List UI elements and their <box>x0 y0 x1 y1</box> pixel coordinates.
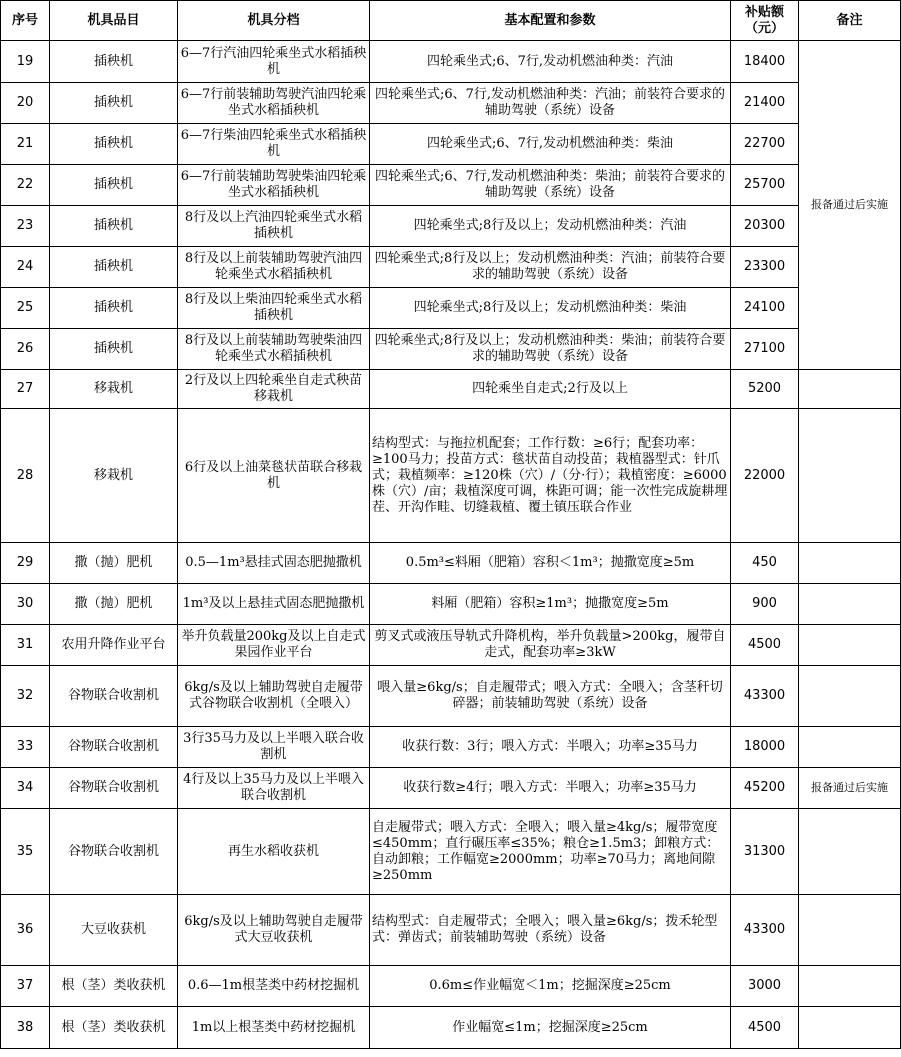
row-params: 0.6m≤作业幅宽＜1m；挖掘深度≥25cm <box>370 966 731 1007</box>
table-row <box>1 288 901 329</box>
row-params: 喂入量≥6kg/s；自走履带式；喂入方式：全喂入；含茎秆切碎器；前装辅助驾驶（系统）设备 <box>370 666 731 727</box>
row-class: 8行及以上前装辅助驾驶柴油四轮乘坐式水稻插秧机 <box>178 329 370 370</box>
row-number: 36 <box>1 895 50 966</box>
header-params: 基本配置和参数 <box>370 1 731 41</box>
row-subsidy: 22000 <box>731 409 799 543</box>
row-number: 32 <box>1 666 50 727</box>
table-row <box>1 409 901 543</box>
header-no: 序号 <box>1 1 50 41</box>
row-params: 自走履带式；喂入方式：全喂入；喂入量≥4kg/s；履带宽度≤450mm；直行碾压率≤35%；粮仓≥1.5m3；卸粮方式：自动卸粮；工作幅宽≥2000mm；功率≥70马力；离地间隙≥250mm <box>370 809 731 895</box>
row-class: 6—7行柴油四轮乘坐式水稻插秧机 <box>178 124 370 165</box>
row-params: 四轮乘坐式;8行及以上；发动机燃油种类：柴油；前装符合要求的辅助驾驶（系统）设备 <box>370 329 731 370</box>
row-number: 37 <box>1 966 50 1007</box>
row-category: 撒（抛）肥机 <box>50 543 178 584</box>
row-class: 8行及以上前装辅助驾驶汽油四轮乘坐式水稻插秧机 <box>178 247 370 288</box>
table-row <box>1 370 901 409</box>
row-subsidy: 3000 <box>731 966 799 1007</box>
row-category: 插秧机 <box>50 83 178 124</box>
row-subsidy: 27100 <box>731 329 799 370</box>
row-class: 6kg/s及以上辅助驾驶自走履带式谷物联合收割机（全喂入） <box>178 666 370 727</box>
row-params: 四轮乘坐式;6、7行,发动机燃油种类：柴油 <box>370 124 731 165</box>
row-number: 28 <box>1 409 50 543</box>
remark-cell <box>799 625 901 666</box>
row-class: 6—7行前装辅助驾驶汽油四轮乘坐式水稻插秧机 <box>178 83 370 124</box>
table-row <box>1 895 901 966</box>
row-category: 移栽机 <box>50 409 178 543</box>
row-class: 举升负载量200kg及以上自走式果园作业平台 <box>178 625 370 666</box>
row-subsidy: 4500 <box>731 625 799 666</box>
row-class: 0.6—1m根茎类中药材挖掘机 <box>178 966 370 1007</box>
row-subsidy: 23300 <box>731 247 799 288</box>
row-category: 农用升降作业平台 <box>50 625 178 666</box>
row-category: 撒（抛）肥机 <box>50 584 178 625</box>
row-subsidy: 43300 <box>731 895 799 966</box>
row-category: 插秧机 <box>50 124 178 165</box>
row-subsidy: 18000 <box>731 727 799 768</box>
row-subsidy: 18400 <box>731 41 799 83</box>
row-class: 3行35马力及以上半喂入联合收割机 <box>178 727 370 768</box>
row-class: 再生水稻收获机 <box>178 809 370 895</box>
remark-cell <box>799 1007 901 1049</box>
row-class: 1m³及以上悬挂式固态肥抛撒机 <box>178 584 370 625</box>
row-category: 谷物联合收割机 <box>50 768 178 809</box>
row-category: 根（茎）类收获机 <box>50 1007 178 1049</box>
remark-cell <box>799 895 901 966</box>
row-class: 6kg/s及以上辅助驾驶自走履带式大豆收获机 <box>178 895 370 966</box>
row-category: 插秧机 <box>50 165 178 206</box>
row-number: 34 <box>1 768 50 809</box>
row-number: 20 <box>1 83 50 124</box>
row-params: 收获行数≥4行；喂入方式：半喂入；功率≥35马力 <box>370 768 731 809</box>
table-row <box>1 206 901 247</box>
row-subsidy: 31300 <box>731 809 799 895</box>
row-number: 29 <box>1 543 50 584</box>
row-params: 剪叉式或液压导轨式升降机构，举升负载量>200kg，履带自走式，配套功率≥3kW <box>370 625 731 666</box>
header-class: 机具分档 <box>178 1 370 41</box>
table-row <box>1 768 901 809</box>
row-subsidy: 45200 <box>731 768 799 809</box>
table-row <box>1 83 901 124</box>
row-params: 0.5m³≤料厢（肥箱）容积＜1m³；抛撒宽度≥5m <box>370 543 731 584</box>
row-category: 插秧机 <box>50 288 178 329</box>
row-params: 料厢（肥箱）容积≥1m³；抛撒宽度≥5m <box>370 584 731 625</box>
row-params: 作业幅宽≤1m；挖掘深度≥25cm <box>370 1007 731 1049</box>
row-class: 6—7行前装辅助驾驶柴油四轮乘坐式水稻插秧机 <box>178 165 370 206</box>
row-number: 35 <box>1 809 50 895</box>
row-params: 收获行数：3行；喂入方式：半喂入；功率≥35马力 <box>370 727 731 768</box>
row-class: 6—7行汽油四轮乘坐式水稻插秧机 <box>178 41 370 83</box>
row-number: 27 <box>1 370 50 409</box>
header-row <box>1 1 901 41</box>
row-number: 22 <box>1 165 50 206</box>
row-category: 插秧机 <box>50 41 178 83</box>
header-remark: 备注 <box>799 1 901 41</box>
row-params: 四轮乘坐式;6、7行,发动机燃油种类：汽油 <box>370 41 731 83</box>
table-row <box>1 727 901 768</box>
row-params: 四轮乘坐式;8行及以上；发动机燃油种类：汽油 <box>370 206 731 247</box>
remark-cell <box>799 370 901 409</box>
row-category: 插秧机 <box>50 247 178 288</box>
row-category: 谷物联合收割机 <box>50 666 178 727</box>
row-number: 23 <box>1 206 50 247</box>
row-subsidy: 22700 <box>731 124 799 165</box>
table-row <box>1 584 901 625</box>
table-row <box>1 966 901 1007</box>
row-category: 大豆收获机 <box>50 895 178 966</box>
table-row <box>1 543 901 584</box>
row-category: 移栽机 <box>50 370 178 409</box>
row-number: 24 <box>1 247 50 288</box>
row-class: 1m以上根茎类中药材挖掘机 <box>178 1007 370 1049</box>
remark-cell <box>799 809 901 895</box>
row-number: 33 <box>1 727 50 768</box>
row-number: 31 <box>1 625 50 666</box>
row-subsidy: 4500 <box>731 1007 799 1049</box>
row-class: 6行及以上油菜毯状苗联合移栽机 <box>178 409 370 543</box>
row-params: 四轮乘坐自走式;2行及以上 <box>370 370 731 409</box>
remark-cell <box>799 543 901 584</box>
row-category: 根（茎）类收获机 <box>50 966 178 1007</box>
table-row <box>1 666 901 727</box>
remark-cell <box>799 966 901 1007</box>
remark-cell: 报备通过后实施 <box>799 768 901 809</box>
remark-cell <box>799 584 901 625</box>
remark-cell <box>799 409 901 543</box>
row-subsidy: 25700 <box>731 165 799 206</box>
row-subsidy: 450 <box>731 543 799 584</box>
row-class: 8行及以上汽油四轮乘坐式水稻插秧机 <box>178 206 370 247</box>
header-category: 机具品目 <box>50 1 178 41</box>
table-row <box>1 41 901 83</box>
row-subsidy: 21400 <box>731 83 799 124</box>
remark-cell: 报备通过后实施 <box>799 41 901 370</box>
row-subsidy: 900 <box>731 584 799 625</box>
row-subsidy: 5200 <box>731 370 799 409</box>
row-number: 19 <box>1 41 50 83</box>
row-subsidy: 24100 <box>731 288 799 329</box>
table-row <box>1 329 901 370</box>
row-subsidy: 43300 <box>731 666 799 727</box>
table-row <box>1 625 901 666</box>
table-row <box>1 124 901 165</box>
table-row <box>1 165 901 206</box>
header-subsidy: 补贴额（元） <box>731 1 799 41</box>
row-params: 结构型式：自走履带式；全喂入；喂入量≥6kg/s；拨禾轮型式：弹齿式；前装辅助驾驶（系统）设备 <box>370 895 731 966</box>
row-subsidy: 20300 <box>731 206 799 247</box>
row-category: 插秧机 <box>50 329 178 370</box>
remark-cell <box>799 727 901 768</box>
row-class: 4行及以上35马力及以上半喂入联合收割机 <box>178 768 370 809</box>
row-number: 21 <box>1 124 50 165</box>
row-params: 结构型式：与拖拉机配套；工作行数：≥6行；配套功率：≥100马力；投苗方式：毯状苗自动投苗；栽植器型式：针爪式；栽植频率：≥120株（穴）/（分·行）；栽植密度：≥6000株（穴）/亩；栽植深度可调，株距可调；能一次性完成旋耕埋茬、开沟作畦、切缝栽植、覆土镇压联合作业 <box>370 409 731 543</box>
row-category: 谷物联合收割机 <box>50 809 178 895</box>
row-params: 四轮乘坐式;6、7行,发动机燃油种类：柴油；前装符合要求的辅助驾驶（系统）设备 <box>370 165 731 206</box>
table-row <box>1 809 901 895</box>
row-number: 25 <box>1 288 50 329</box>
row-class: 2行及以上四轮乘坐自走式秧苗移栽机 <box>178 370 370 409</box>
row-params: 四轮乘坐式;8行及以上；发动机燃油种类：汽油；前装符合要求的辅助驾驶（系统）设备 <box>370 247 731 288</box>
row-class: 8行及以上柴油四轮乘坐式水稻插秧机 <box>178 288 370 329</box>
remark-cell <box>799 666 901 727</box>
row-params: 四轮乘坐式;6、7行,发动机燃油种类：汽油；前装符合要求的辅助驾驶（系统）设备 <box>370 83 731 124</box>
row-number: 38 <box>1 1007 50 1049</box>
table-row <box>1 1007 901 1049</box>
row-number: 30 <box>1 584 50 625</box>
row-category: 插秧机 <box>50 206 178 247</box>
row-class: 0.5—1m³悬挂式固态肥抛撒机 <box>178 543 370 584</box>
row-params: 四轮乘坐式;8行及以上；发动机燃油种类：柴油 <box>370 288 731 329</box>
row-number: 26 <box>1 329 50 370</box>
row-category: 谷物联合收割机 <box>50 727 178 768</box>
table-row <box>1 247 901 288</box>
